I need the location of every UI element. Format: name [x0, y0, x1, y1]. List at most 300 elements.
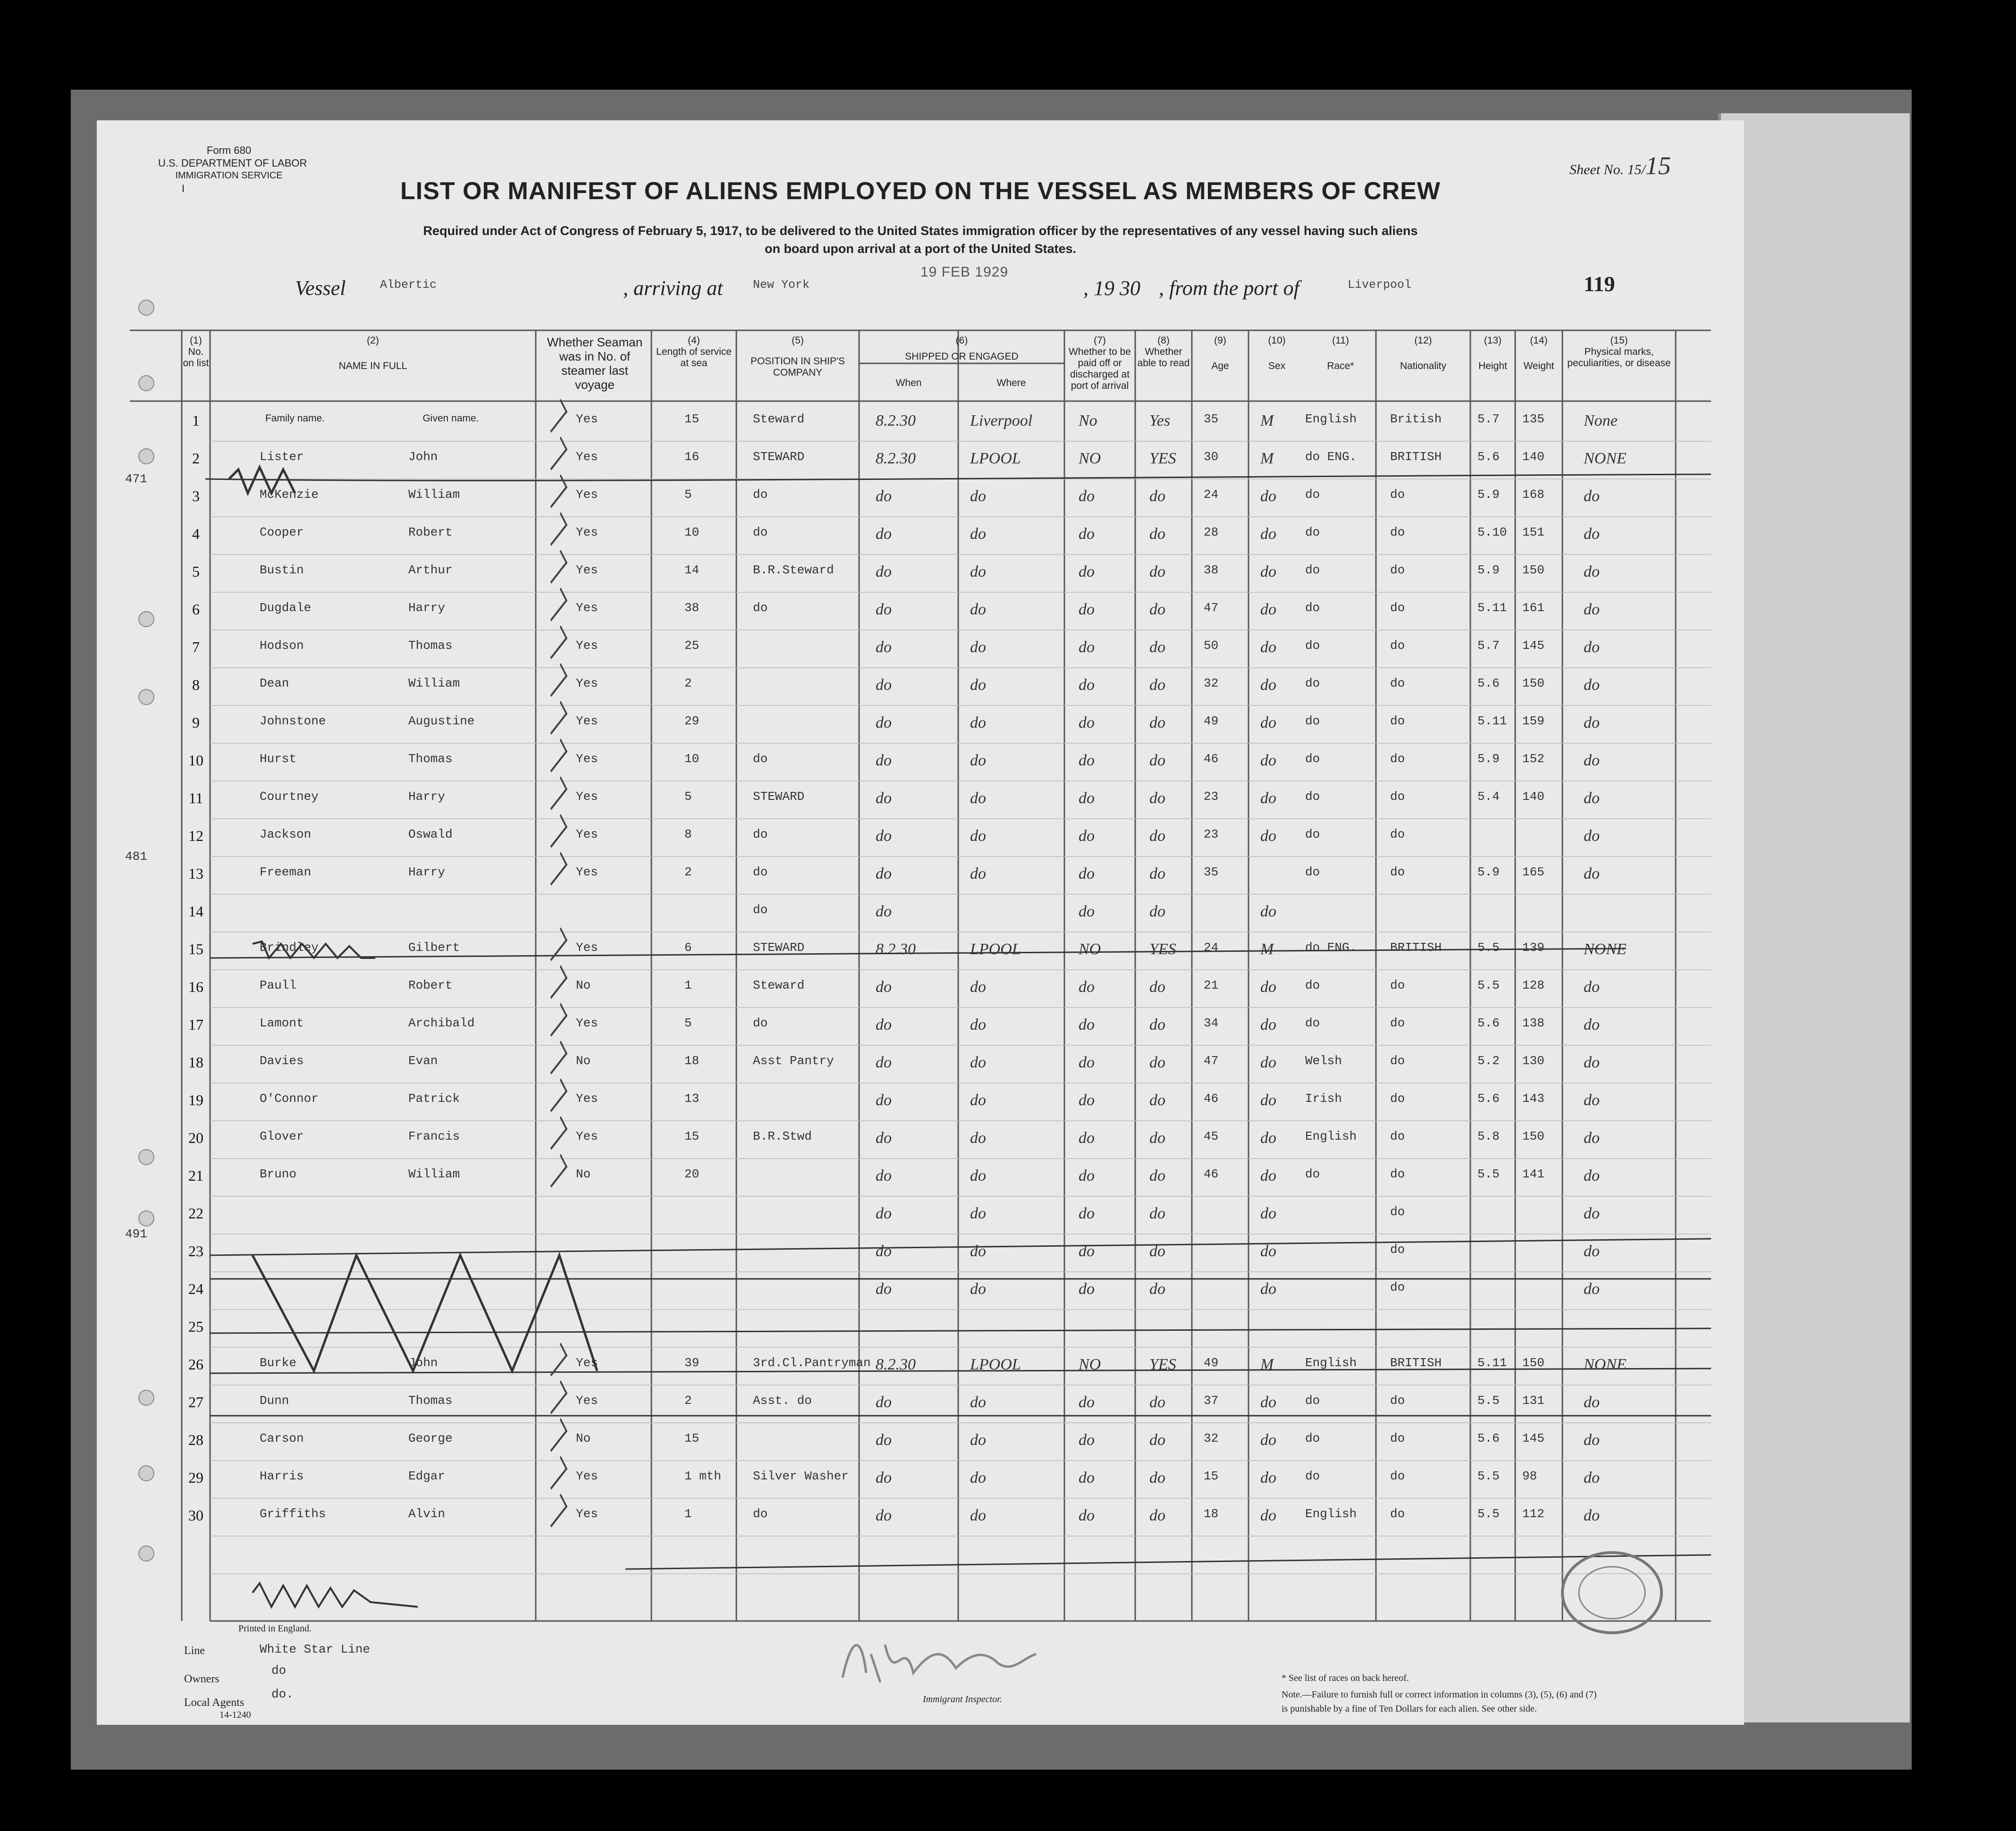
shipped-when: do	[876, 1167, 892, 1184]
shipped-where: do	[970, 1129, 986, 1147]
weight: 128	[1522, 978, 1544, 992]
col-12-number: (12)	[1414, 335, 1432, 346]
shipped-where: do	[970, 1280, 986, 1298]
service-length: 25	[684, 638, 700, 653]
physical-marks: do	[1584, 790, 1600, 807]
row-number: 18	[188, 1054, 203, 1071]
row-number: 8	[192, 676, 200, 693]
given-name: William	[408, 487, 460, 502]
nationality: do	[1390, 563, 1405, 577]
col-10-number: (10)	[1268, 335, 1286, 346]
ship-position: do	[753, 1507, 768, 1521]
row-number: 3	[192, 487, 200, 504]
col-14-label: Weight	[1523, 361, 1554, 371]
physical-marks: do	[1584, 1167, 1600, 1184]
height: 5.10	[1477, 525, 1507, 539]
previous-voyage: Yes	[576, 676, 598, 690]
height: 5.6	[1477, 1016, 1500, 1030]
nationality: do	[1390, 638, 1405, 653]
sex: do	[1260, 752, 1276, 769]
col-11-label: Race*	[1327, 361, 1354, 371]
able-to-read: do	[1149, 1507, 1165, 1524]
sheet-number-handwritten: 15	[1645, 151, 1671, 180]
age: 24	[1204, 487, 1219, 502]
paid-off: do	[1079, 1054, 1095, 1071]
previous-voyage: Yes	[576, 941, 598, 955]
col-3-header: Whether Seaman was in No. of steamer last voyage	[547, 335, 643, 392]
given-name: William	[408, 1167, 460, 1181]
previous-voyage: Yes	[576, 752, 598, 766]
able-to-read: do	[1149, 638, 1165, 656]
row-number: 30	[188, 1507, 203, 1524]
col-4-number: (4)	[688, 335, 700, 346]
family-name: Paull	[260, 978, 297, 992]
sex: do	[1260, 790, 1276, 807]
race: Welsh	[1305, 1054, 1342, 1068]
col-5-header	[739, 335, 857, 378]
age: 32	[1204, 1431, 1219, 1445]
col-11-number: (11)	[1332, 335, 1349, 346]
family-name: Jackson	[260, 827, 312, 841]
family-name: Carson	[260, 1431, 304, 1445]
weight: 152	[1522, 752, 1544, 766]
col-12-label: Nationality	[1400, 361, 1447, 371]
family-name: Dunn	[260, 1394, 289, 1408]
shipped-where: do	[970, 978, 986, 996]
row-number: 20	[188, 1129, 203, 1146]
row-number: 27	[188, 1394, 203, 1411]
previous-voyage: No	[576, 1431, 591, 1445]
height: 5.2	[1477, 1054, 1500, 1068]
able-to-read: YES	[1149, 450, 1176, 467]
nationality: BRITISH	[1390, 450, 1442, 464]
sex: do	[1260, 1507, 1276, 1524]
service-length: 1 mth	[684, 1469, 722, 1483]
nationality: do	[1390, 714, 1405, 728]
paid-off: do	[1079, 487, 1095, 505]
ship-position: do	[753, 865, 768, 879]
shipped-when: do	[876, 1205, 892, 1222]
family-name: McKenzie	[260, 487, 319, 502]
height: 5.7	[1477, 638, 1500, 653]
family-name: Dugdale	[260, 601, 312, 615]
paid-off: do	[1079, 1280, 1095, 1298]
shipped-when: do	[876, 1469, 892, 1487]
family-name: Bruno	[260, 1167, 297, 1181]
note-line-2: is punishable by a fine of Ten Dollars for each alien. See other side.	[1282, 1704, 1537, 1714]
able-to-read: do	[1149, 525, 1165, 543]
from-port-label: , from the port of	[1159, 277, 1299, 300]
row-number: 6	[192, 601, 200, 618]
given-name: Archibald	[408, 1016, 475, 1030]
col-2-given-label: Given name.	[422, 413, 479, 424]
given-name: Arthur	[408, 563, 453, 577]
previous-voyage: Yes	[576, 865, 598, 879]
col-7-header	[1067, 335, 1133, 392]
sex: do	[1260, 1394, 1276, 1411]
given-name: Robert	[408, 525, 453, 539]
paid-off: do	[1079, 1205, 1095, 1222]
row-number: 4	[192, 525, 200, 542]
height: 5.9	[1477, 563, 1500, 577]
previous-voyage: Yes	[576, 450, 598, 464]
given-name: Thomas	[408, 752, 453, 766]
shipped-when: do	[876, 601, 892, 618]
service-length: 38	[684, 601, 700, 615]
family-name: Lister	[260, 450, 304, 464]
nationality: British	[1390, 412, 1442, 426]
row-number: 22	[188, 1205, 203, 1222]
sex: do	[1260, 827, 1276, 845]
given-name: Thomas	[408, 1394, 453, 1408]
given-name: Edgar	[408, 1469, 446, 1483]
race: do	[1305, 1167, 1320, 1181]
race: do ENG.	[1305, 450, 1357, 464]
received-stamp	[1555, 1545, 1669, 1640]
sex: do	[1260, 601, 1276, 618]
col-14-number: (14)	[1530, 335, 1548, 346]
service-length: 8	[684, 827, 692, 841]
height: 5.4	[1477, 790, 1500, 804]
row-number: 2	[192, 450, 200, 467]
row-number: 10	[188, 752, 203, 769]
race: do	[1305, 1431, 1320, 1445]
paid-off: do	[1079, 1016, 1095, 1033]
race: Irish	[1305, 1092, 1342, 1106]
shipped-when: do	[876, 1129, 892, 1147]
height: 5.5	[1477, 1167, 1500, 1181]
col-8-number: (8)	[1157, 335, 1170, 346]
shipped-where: do	[970, 1054, 986, 1071]
physical-marks: do	[1584, 1205, 1600, 1222]
shipped-when: do	[876, 903, 892, 920]
sex: do	[1260, 1280, 1276, 1298]
able-to-read: do	[1149, 903, 1165, 920]
previous-voyage: Yes	[576, 525, 598, 539]
paid-off: do	[1079, 1092, 1095, 1109]
paid-off: do	[1079, 752, 1095, 769]
age: 50	[1204, 638, 1219, 653]
given-name: Evan	[408, 1054, 438, 1068]
weight: 150	[1522, 676, 1544, 690]
able-to-read: do	[1149, 865, 1165, 882]
given-name: Gilbert	[408, 941, 460, 955]
physical-marks: NONE	[1584, 1356, 1627, 1373]
paid-off: do	[1079, 1507, 1095, 1524]
service-name: IMMIGRATION SERVICE	[175, 170, 283, 181]
race: do	[1305, 638, 1320, 653]
weight: 161	[1522, 601, 1544, 615]
col-13-number: (13)	[1484, 335, 1502, 346]
family-name: Griffiths	[260, 1507, 326, 1521]
agents-value: do.	[271, 1687, 294, 1701]
service-length: 29	[684, 714, 700, 728]
able-to-read: do	[1149, 714, 1165, 731]
shipped-where: do	[970, 1469, 986, 1487]
sex: do	[1260, 1205, 1276, 1222]
weight: 131	[1522, 1394, 1544, 1408]
able-to-read: YES	[1149, 1356, 1176, 1373]
paid-off: do	[1079, 903, 1095, 920]
race: do	[1305, 1469, 1320, 1483]
ship-position: STEWARD	[753, 941, 805, 955]
manifest-page	[97, 120, 1744, 1725]
col-4-header	[654, 335, 734, 369]
col-6-when-label: When	[895, 378, 922, 388]
paid-off: do	[1079, 1469, 1095, 1487]
paid-off: do	[1079, 676, 1095, 694]
able-to-read: do	[1149, 487, 1165, 505]
family-name: Johnstone	[260, 714, 326, 728]
previous-voyage: No	[576, 1167, 591, 1181]
col-7-number: (7)	[1094, 335, 1106, 346]
form-mark: I	[182, 183, 185, 194]
weight: 130	[1522, 1054, 1544, 1068]
agents-label: Local Agents	[184, 1697, 245, 1709]
service-length: 16	[684, 450, 700, 464]
shipped-when: 8.2.30	[876, 450, 916, 467]
col-14-header	[1515, 335, 1562, 372]
service-length: 15	[684, 412, 700, 426]
shipped-where: do	[970, 563, 986, 580]
family-name: Glover	[260, 1129, 304, 1143]
shipped-when: do	[876, 525, 892, 543]
page-number: 119	[1584, 272, 1615, 296]
col-15-number: (15)	[1610, 335, 1628, 346]
margin-number: 471	[125, 472, 147, 486]
row-number: 14	[188, 903, 203, 920]
col-12-header	[1376, 335, 1470, 372]
ship-position: do	[753, 827, 768, 841]
owners-value: do	[271, 1663, 287, 1678]
previous-voyage: Yes	[576, 790, 598, 804]
service-length: 13	[684, 1092, 700, 1106]
physical-marks: do	[1584, 978, 1600, 996]
age: 38	[1204, 563, 1219, 577]
shipped-when: do	[876, 752, 892, 769]
race: do ENG.	[1305, 941, 1357, 955]
physical-marks: None	[1584, 412, 1618, 429]
able-to-read: do	[1149, 790, 1165, 807]
sex: do	[1260, 1092, 1276, 1109]
sex: do	[1260, 563, 1276, 580]
previous-voyage: Yes	[576, 1092, 598, 1106]
col-1-number: (1)	[190, 335, 202, 346]
age: 28	[1204, 525, 1219, 539]
family-name: Lamont	[260, 1016, 304, 1030]
arriving-port: New York	[753, 278, 810, 292]
inspector-signature	[833, 1626, 1050, 1692]
shipped-when: do	[876, 638, 892, 656]
family-name: Harris	[260, 1469, 304, 1483]
service-length: 2	[684, 1394, 692, 1408]
ship-position: do	[753, 903, 768, 917]
sheet-number: Sheet No. 15/15	[1569, 151, 1671, 180]
previous-voyage: Yes	[576, 714, 598, 728]
nationality: do	[1390, 790, 1405, 804]
shipped-when: do	[876, 790, 892, 807]
vessel-label: Vessel	[295, 277, 346, 300]
shipped-when: do	[876, 978, 892, 996]
physical-marks: do	[1584, 1469, 1600, 1487]
weight: 145	[1522, 1431, 1544, 1445]
physical-marks: do	[1584, 865, 1600, 882]
physical-marks: do	[1584, 1431, 1600, 1449]
col-4-label: Length of service at sea	[656, 346, 732, 369]
shipped-when: do	[876, 1054, 892, 1071]
nationality: do	[1390, 1167, 1405, 1181]
col-6-header	[859, 335, 1064, 362]
col-15-header	[1565, 335, 1673, 369]
page-title: LIST OR MANIFEST OF ALIENS EMPLOYED ON THE VESSEL AS MEMBERS OF CREW	[400, 177, 1441, 205]
arriving-label: , arriving at	[623, 277, 723, 300]
sheet-number-typed: 15	[1627, 162, 1642, 177]
shipped-where: do	[970, 1243, 986, 1260]
service-length: 6	[684, 941, 692, 955]
service-length: 18	[684, 1054, 700, 1068]
nationality: do	[1390, 1507, 1405, 1521]
service-length: 39	[684, 1356, 700, 1370]
height: 5.6	[1477, 676, 1500, 690]
nationality: do	[1390, 1092, 1405, 1106]
age: 21	[1204, 978, 1219, 992]
shipped-when: do	[876, 1431, 892, 1449]
able-to-read: do	[1149, 1092, 1165, 1109]
shipped-when: 8.2.30	[876, 1356, 916, 1373]
service-length: 10	[684, 525, 700, 539]
subtitle-line-2: on board upon arrival at a port of the United States.	[764, 242, 1077, 256]
ship-position: STEWARD	[753, 450, 805, 464]
physical-marks: do	[1584, 1016, 1600, 1033]
race: do	[1305, 1394, 1320, 1408]
previous-voyage: No	[576, 1054, 591, 1068]
previous-voyage: No	[576, 978, 591, 992]
nationality: BRITISH	[1390, 1356, 1442, 1370]
col-10-header	[1248, 335, 1305, 372]
age: 30	[1204, 450, 1219, 464]
weight: 168	[1522, 487, 1544, 502]
shipped-where: do	[970, 1167, 986, 1184]
service-length: 1	[684, 1507, 692, 1521]
row-number: 21	[188, 1167, 203, 1184]
physical-marks: do	[1584, 525, 1600, 543]
weight: 145	[1522, 638, 1544, 653]
previous-voyage: Yes	[576, 638, 598, 653]
shipped-when: do	[876, 865, 892, 882]
able-to-read: do	[1149, 1431, 1165, 1449]
col-2-family-label: Family name.	[265, 413, 325, 424]
age: 35	[1204, 865, 1219, 879]
previous-voyage: Yes	[576, 827, 598, 841]
paid-off: do	[1079, 714, 1095, 731]
sex: do	[1260, 714, 1276, 731]
previous-voyage: Yes	[576, 563, 598, 577]
race: do	[1305, 487, 1320, 502]
family-name: Burke	[260, 1356, 297, 1370]
able-to-read: do	[1149, 1205, 1165, 1222]
year-value: 30	[1120, 277, 1140, 300]
col-5-number: (5)	[792, 335, 804, 346]
previous-voyage: Yes	[576, 412, 598, 426]
line-value: White Star Line	[260, 1642, 371, 1656]
age: 35	[1204, 412, 1219, 426]
sex: do	[1260, 1167, 1276, 1184]
height: 5.5	[1477, 1507, 1500, 1521]
row-number: 26	[188, 1356, 203, 1373]
able-to-read: do	[1149, 1167, 1165, 1184]
shipped-when: do	[876, 714, 892, 731]
paid-off: do	[1079, 827, 1095, 845]
nationality: do	[1390, 1129, 1405, 1143]
able-to-read: do	[1149, 1469, 1165, 1487]
height: 5.6	[1477, 1431, 1500, 1445]
ship-position: Asst. do	[753, 1394, 812, 1408]
shipped-when: do	[876, 1243, 892, 1260]
physical-marks: do	[1584, 676, 1600, 694]
age: 46	[1204, 1167, 1219, 1181]
sex: do	[1260, 1469, 1276, 1487]
nationality: do	[1390, 1016, 1405, 1030]
shipped-where: do	[970, 714, 986, 731]
physical-marks: do	[1584, 1054, 1600, 1071]
given-name: Thomas	[408, 638, 453, 653]
row-number: 12	[188, 827, 203, 844]
row-number: 13	[188, 865, 203, 882]
col-8-label: Whether able to read	[1137, 346, 1190, 369]
shipped-when: do	[876, 676, 892, 694]
able-to-read: YES	[1149, 941, 1176, 958]
row-number: 23	[188, 1243, 203, 1260]
shipped-where: Liverpool	[970, 412, 1033, 429]
given-name: George	[408, 1431, 453, 1445]
nationality: BRITISH	[1390, 941, 1442, 955]
previous-voyage: Yes	[576, 1507, 598, 1521]
age: 49	[1204, 714, 1219, 728]
given-name: Harry	[408, 601, 446, 615]
able-to-read: do	[1149, 1394, 1165, 1411]
physical-marks: do	[1584, 563, 1600, 580]
underlying-page-edge	[1718, 113, 1910, 1722]
height: 5.5	[1477, 978, 1500, 992]
previous-voyage: Yes	[576, 1394, 598, 1408]
paid-off: do	[1079, 1167, 1095, 1184]
paid-off: NO	[1079, 1356, 1101, 1373]
shipped-where: do	[970, 1016, 986, 1033]
ship-position: B.R.Stwd	[753, 1129, 812, 1143]
able-to-read: Yes	[1149, 412, 1171, 429]
physical-marks: do	[1584, 1394, 1600, 1411]
able-to-read: do	[1149, 1280, 1165, 1298]
note-line-1: Note.—Failure to furnish full or correct information in columns (3), (5), (6) and (7)	[1282, 1689, 1597, 1700]
shipped-where: do	[970, 1507, 986, 1524]
col-6-label: SHIPPED OR ENGAGED	[905, 351, 1019, 362]
shipped-where: do	[970, 676, 986, 694]
age: 46	[1204, 752, 1219, 766]
shipped-when: do	[876, 1016, 892, 1033]
service-length: 14	[684, 563, 700, 577]
family-name: O'Connor	[260, 1092, 319, 1106]
family-name: Hurst	[260, 752, 297, 766]
col-13-label: Height	[1478, 361, 1507, 371]
sex: do	[1260, 978, 1276, 996]
family-name: Bustin	[260, 563, 304, 577]
height: 5.11	[1477, 714, 1507, 728]
shipped-where: LPOOL	[970, 941, 1021, 958]
nationality: do	[1390, 487, 1405, 502]
col-7-label: Whether to be paid off or discharged at port of arrival	[1069, 346, 1131, 391]
sex: do	[1260, 525, 1276, 543]
row-number: 25	[188, 1318, 203, 1335]
